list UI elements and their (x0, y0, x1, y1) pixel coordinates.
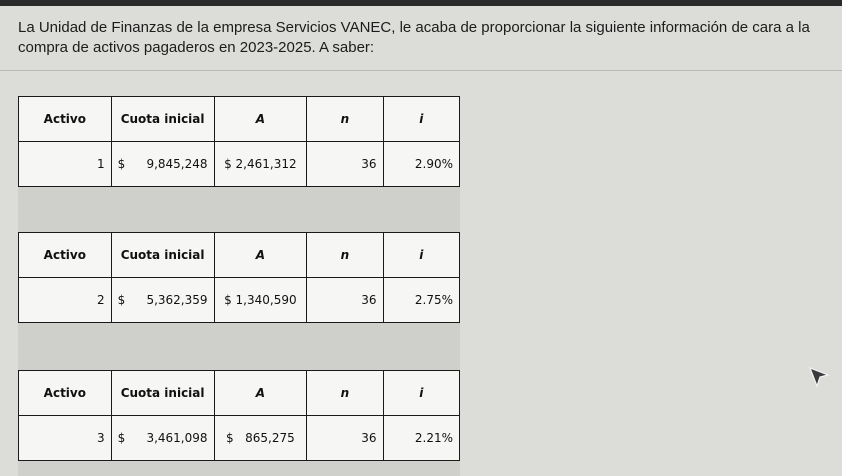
mouse-cursor-icon (808, 366, 830, 388)
header-n: n (307, 371, 383, 416)
header-activo: Activo (19, 371, 112, 416)
cell-cuota (111, 142, 214, 187)
cell-a: $ 1,340,590 (214, 278, 307, 323)
header-a: A (214, 97, 307, 142)
cell-activo: 1 (19, 142, 112, 187)
cuota-value: 9,845,248 (146, 157, 208, 171)
header-i: i (383, 97, 459, 142)
top-bar (0, 0, 842, 6)
cell-cuota (111, 278, 214, 323)
cuota-value: 3,461,098 (146, 431, 208, 445)
cell-n: 36 (307, 416, 383, 461)
table-activo-1 (18, 96, 460, 187)
cell-activo: 2 (19, 278, 112, 323)
table-activo-3 (18, 370, 460, 461)
header-i: i (383, 371, 459, 416)
header-activo: Activo (19, 233, 112, 278)
cell-i: 2.75% (383, 278, 459, 323)
cell-i: 2.21% (383, 416, 459, 461)
currency-symbol: $ (117, 293, 126, 307)
header-n: n (307, 97, 383, 142)
header-a: A (214, 371, 307, 416)
table-row (19, 416, 460, 461)
intro-text: La Unidad de Finanzas de la empresa Servicios VANEC, le acaba de proporcionar la siguiente información de cara a la compra de activos pagaderos en 2023-2025. A saber: (18, 19, 810, 56)
header-i: i (383, 233, 459, 278)
currency-symbol: $ (117, 431, 126, 445)
header-cuota: Cuota inicial (111, 97, 214, 142)
table-row (19, 142, 460, 187)
header-cuota: Cuota inicial (111, 233, 214, 278)
header-a: A (214, 233, 307, 278)
divider (0, 70, 842, 71)
header-n: n (307, 233, 383, 278)
cell-activo: 3 (19, 416, 112, 461)
cell-n: 36 (307, 278, 383, 323)
cell-cuota (111, 416, 214, 461)
table-activo-2 (18, 232, 460, 323)
header-cuota: Cuota inicial (111, 371, 214, 416)
cell-a: $ 865,275 (214, 416, 307, 461)
header-activo: Activo (19, 97, 112, 142)
cell-n: 36 (307, 142, 383, 187)
table-row (19, 278, 460, 323)
cell-i: 2.90% (383, 142, 459, 187)
currency-symbol: $ (117, 157, 126, 171)
cell-a: $ 2,461,312 (214, 142, 307, 187)
cuota-value: 5,362,359 (146, 293, 208, 307)
